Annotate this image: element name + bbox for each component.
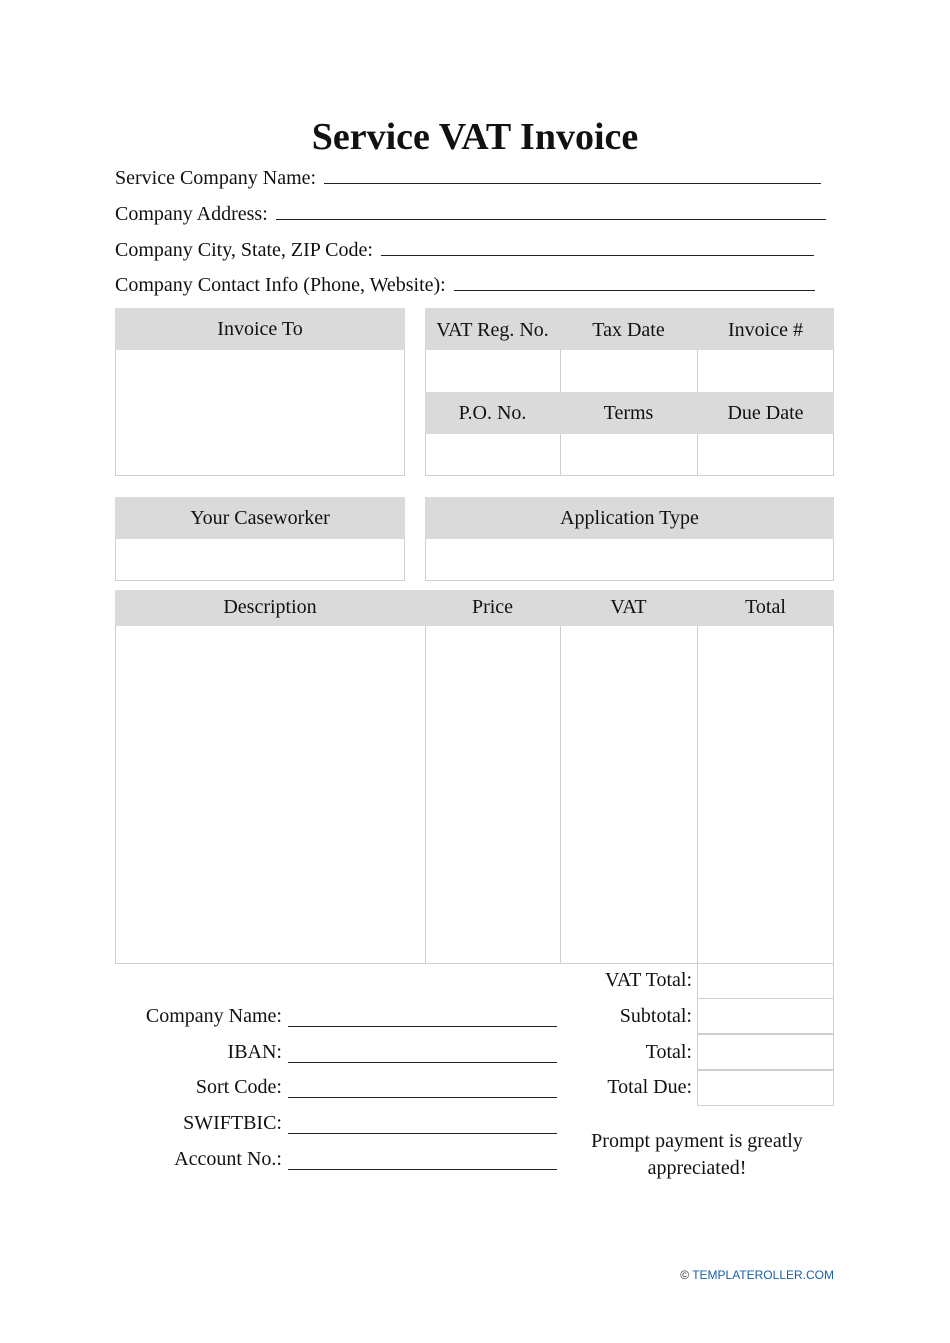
po-no-input[interactable] [426, 435, 560, 475]
subtotal-value[interactable] [697, 998, 834, 1034]
company-contact-field [115, 273, 815, 297]
price-header: Price [471, 596, 514, 618]
company-address-field [115, 202, 826, 226]
service-company-name-line[interactable] [324, 166, 821, 184]
sort-code-line[interactable] [288, 1097, 557, 1098]
company-city-label: Company City, State, ZIP Code: [115, 239, 373, 261]
sort-code-label: Sort Code: [195, 1076, 282, 1098]
terms-input[interactable] [561, 435, 697, 475]
application-type-input[interactable] [426, 540, 833, 580]
due-date-label: Due Date [727, 402, 804, 424]
vat-total-label: VAT Total: [605, 969, 692, 991]
vat-total-value[interactable] [697, 963, 834, 999]
footer-credit [600, 1268, 834, 1282]
vat-column-input[interactable] [561, 627, 697, 963]
bank-company-name-label: Company Name: [145, 1005, 282, 1027]
invoice-number-label: Invoice # [728, 319, 803, 341]
account-no-label: Account No.: [174, 1148, 282, 1170]
invoice-to-label: Invoice To [217, 317, 303, 340]
application-type-label: Application Type [560, 506, 699, 529]
total-due-label: Total Due: [607, 1076, 692, 1098]
invoice-to-input[interactable] [116, 351, 404, 475]
total-column-input[interactable] [698, 627, 833, 963]
vat-reg-no-input[interactable] [426, 351, 560, 392]
tax-date-label: Tax Date [592, 319, 665, 341]
account-no-line[interactable] [288, 1169, 557, 1170]
total-value[interactable] [697, 1034, 834, 1070]
swift-line[interactable] [288, 1133, 557, 1134]
invoice-to-header [115, 308, 405, 350]
description-column-input[interactable] [116, 627, 425, 963]
po-no-label: P.O. No. [458, 402, 527, 424]
company-address-line[interactable] [276, 202, 826, 220]
copyright-symbol: © [680, 1268, 690, 1282]
total-label: Total: [645, 1041, 692, 1063]
subtotal-label: Subtotal: [619, 1005, 692, 1027]
page-title: Service VAT Invoice [311, 116, 639, 158]
iban-line[interactable] [288, 1062, 557, 1063]
vat-header: VAT [610, 596, 647, 618]
company-address-label: Company Address: [115, 203, 268, 225]
total-header: Total [745, 596, 786, 618]
company-contact-line[interactable] [454, 273, 815, 291]
service-company-name-label: Service Company Name: [115, 167, 317, 189]
bank-company-name-line[interactable] [288, 1026, 557, 1027]
company-city-field [115, 238, 814, 262]
company-contact-label: Company Contact Info (Phone, Website): [115, 274, 446, 296]
tax-date-input[interactable] [561, 351, 697, 392]
swift-label: SWIFTBIC: [183, 1112, 282, 1134]
payment-note: Prompt payment is greatly appreciated! [591, 1130, 803, 1179]
service-company-name-field [115, 166, 821, 190]
caseworker-input[interactable] [116, 540, 404, 580]
footer-brand-link[interactable]: TEMPLATEROLLER.COM [692, 1268, 834, 1282]
company-city-line[interactable] [381, 238, 814, 256]
terms-label: Terms [603, 402, 654, 424]
total-due-value[interactable] [697, 1070, 834, 1106]
caseworker-header [115, 497, 405, 539]
vat-reg-no-label: VAT Reg. No. [436, 319, 549, 341]
description-header: Description [223, 596, 317, 618]
invoice-number-input[interactable] [698, 351, 833, 392]
iban-label: IBAN: [227, 1041, 282, 1063]
caseworker-label: Your Caseworker [190, 506, 330, 529]
price-column-input[interactable] [426, 627, 560, 963]
due-date-input[interactable] [698, 435, 833, 475]
application-type-header [425, 497, 834, 539]
